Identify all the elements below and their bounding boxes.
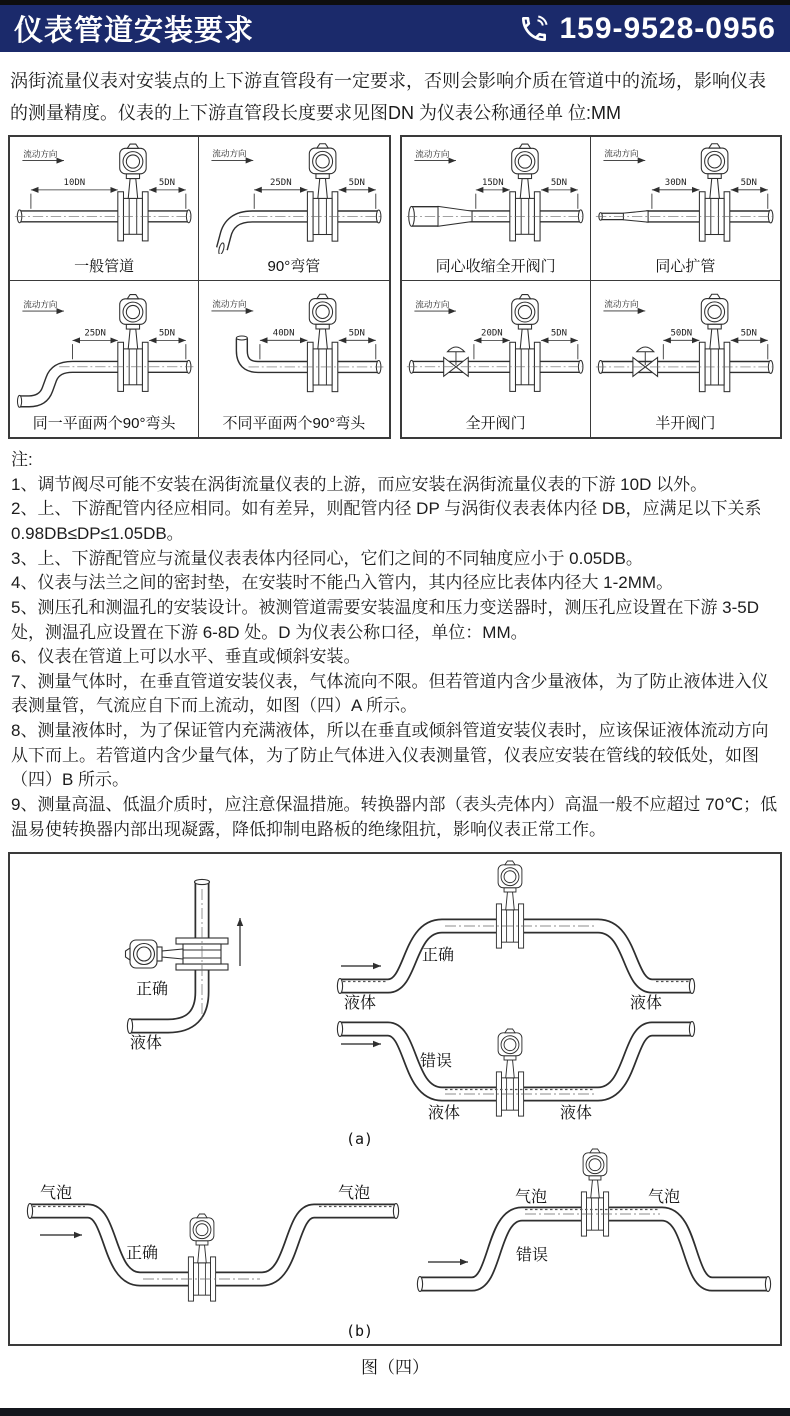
downstream-dim: 5DN bbox=[348, 328, 366, 339]
bubble-label: 气泡 bbox=[338, 1185, 371, 1203]
bubble-label: 气泡 bbox=[40, 1185, 73, 1203]
note-item-2: 2、上、下游配管内径应相同。如有差异，则配管内径 DP 与涡街仪表表体内径 DB，应满足以下关系 0.98DB≤DP≤1.05DB。 bbox=[11, 499, 762, 543]
flowmeter-icon bbox=[308, 144, 338, 241]
note-item-9: 9、测量高温、低温介质时，应注意保温措施。转换器内部（表头壳体内）高温一般不应超过 70℃；低温易使转换器内部出现凝露，降低抑制电路板的绝缘阻抗，影响仪表正常工作。 bbox=[11, 795, 778, 839]
correct-label: 正确 bbox=[136, 981, 169, 999]
arch-correct-diagram bbox=[337, 861, 694, 1012]
phone-block bbox=[518, 12, 776, 46]
sub-figure-a-label: (a) bbox=[346, 1130, 374, 1149]
wrong-label: 错误 bbox=[516, 1247, 549, 1265]
downstream-dim: 5DN bbox=[740, 328, 757, 339]
diagram-caption: 不同平面两个90°弯头 bbox=[222, 415, 366, 433]
intro-paragraph: 涡街流量仪表对安装点的上下游直管段有一定要求，否则会影响介质在管道中的流场，影响仪表的测量精度。仪表的上下游直管段长度要求见图DN 为仪表公称通径单 位:MM bbox=[10, 71, 766, 124]
upstream-dim: 15DN bbox=[481, 178, 504, 189]
diagram-cell-two-elbows-diff-plane bbox=[199, 281, 388, 437]
expander-pipe-diagram bbox=[593, 139, 778, 254]
out-of-plane-pipe-diagram bbox=[201, 283, 386, 411]
flowmeter-icon bbox=[496, 861, 523, 948]
figure-caption: 图（四） bbox=[361, 1358, 429, 1378]
diagram-caption: 同一平面两个90°弯头 bbox=[32, 415, 176, 433]
flow-direction-label: 流动方向 bbox=[212, 148, 247, 159]
liquid-label: 液体 bbox=[428, 1105, 461, 1123]
straight-pipe-diagram bbox=[12, 139, 196, 254]
diagram-caption: 一般管道 bbox=[74, 258, 135, 276]
correct-label: 正确 bbox=[422, 947, 455, 965]
flowmeter-icon bbox=[496, 1029, 523, 1116]
phone-number: 159-9528-0956 bbox=[559, 11, 776, 45]
flow-direction-label: 流动方向 bbox=[604, 299, 639, 310]
note-item-8: 8、测量液体时，为了保证管内充满液体，所以在垂直或倾斜管道安装仪表时，应该保证液体流动方向 从下而上。若管道内含少量气体，为了防止气体进入仪表测量管，仪表应安装在管线的较低处，如图（四）B 所示。 bbox=[11, 721, 769, 790]
flowmeter-icon bbox=[188, 1214, 215, 1301]
liquid-label: 液体 bbox=[560, 1105, 593, 1123]
downstream-dim: 5DN bbox=[550, 178, 567, 189]
diagram-cell-two-elbows-same-plane bbox=[10, 281, 199, 437]
vertical-install-diagram bbox=[126, 880, 241, 1053]
liquid-label: 液体 bbox=[130, 1035, 163, 1053]
figure-four-drawing bbox=[10, 854, 780, 1344]
diagram-caption: 全开阀门 bbox=[465, 415, 526, 433]
upstream-dim: 50DN bbox=[670, 328, 692, 339]
correct-label: 正确 bbox=[126, 1245, 159, 1263]
diagram-caption: 同心扩管 bbox=[655, 258, 716, 276]
notes-heading: 注: bbox=[11, 450, 33, 470]
flowmeter-icon bbox=[699, 144, 729, 241]
notes-section bbox=[11, 448, 779, 842]
diagram-caption: 同心收缩全开阀门 bbox=[435, 258, 556, 276]
flow-direction-label: 流动方向 bbox=[604, 148, 639, 159]
downstream-dim: 5DN bbox=[740, 178, 757, 189]
open-valve-pipe-diagram bbox=[404, 283, 588, 411]
liquid-label: 液体 bbox=[630, 995, 663, 1013]
diagram-cell-expander bbox=[591, 137, 780, 281]
flowmeter-icon bbox=[118, 144, 148, 241]
note-item-5: 5、测压孔和测温孔的安装设计。被测管道需要安装温度和压力变送器时，测压孔应设置在下游 3-5D 处，测温孔应设置在下游 6-8D 处。D 为仪表公称口径，单位：MM。 bbox=[11, 597, 760, 642]
downstream-dim: 5DN bbox=[158, 328, 176, 339]
header bbox=[0, 5, 790, 52]
downstream-dim: 5DN bbox=[348, 178, 366, 189]
note-item-4: 4、仪表与法兰之间的密封垫，在安装时不能凸入管内，其内径应比表体内径大 1-2MM。 bbox=[11, 573, 674, 593]
diagram-cell-reducer bbox=[402, 137, 591, 281]
bubble-label: 气泡 bbox=[648, 1189, 681, 1207]
downstream-dim: 5DN bbox=[158, 178, 176, 189]
flowmeter-icon bbox=[509, 144, 539, 241]
upstream-dim: 30DN bbox=[664, 178, 687, 189]
s-bend-pipe-diagram bbox=[12, 283, 196, 411]
diagram-cell-valve-open bbox=[402, 281, 591, 437]
upstream-dim: 10DN bbox=[63, 178, 86, 189]
flowmeter-icon bbox=[699, 294, 729, 391]
diagram-table-left bbox=[8, 135, 391, 439]
reducer-pipe-diagram bbox=[404, 139, 588, 254]
diagram-table-right bbox=[400, 135, 783, 439]
downstream-dim: 5DN bbox=[550, 328, 567, 339]
diagram-cell-elbow bbox=[199, 137, 388, 281]
flow-direction-label: 流动方向 bbox=[414, 299, 449, 310]
wrong-label: 错误 bbox=[420, 1053, 453, 1071]
page-title: 仪表管道安装要求 bbox=[14, 15, 255, 47]
upstream-dim: 25DN bbox=[270, 178, 292, 189]
flow-direction-label: 流动方向 bbox=[212, 299, 247, 310]
phone-icon bbox=[518, 13, 550, 45]
upstream-dim: 40DN bbox=[273, 328, 295, 339]
installation-diagram-grid bbox=[8, 135, 782, 439]
sub-figure-b-label: (b) bbox=[346, 1322, 374, 1341]
sag-correct-diagram bbox=[27, 1184, 398, 1301]
arch-wrong-diagram bbox=[417, 1149, 770, 1292]
figure-four-box bbox=[8, 852, 782, 1346]
flowmeter-icon bbox=[509, 295, 539, 392]
flow-direction-label: 流动方向 bbox=[23, 299, 58, 310]
diagram-cell-straight bbox=[10, 137, 199, 281]
sag-wrong-diagram bbox=[337, 1022, 694, 1123]
note-item-7: 7、测量气体时，在垂直管道安装仪表，气体流向不限。但若管道内含少量液体，为了防止液体进入仪 表测量管，气流应自下而上流动，如图（四）A 所示。 bbox=[11, 671, 769, 716]
diagram-cell-valve-half bbox=[591, 281, 780, 437]
liquid-label: 液体 bbox=[344, 995, 377, 1013]
flow-direction-label: 流动方向 bbox=[23, 148, 58, 159]
flowmeter-icon bbox=[581, 1149, 608, 1236]
note-item-6: 6、仪表在管道上可以水平、垂直或倾斜安装。 bbox=[11, 647, 361, 667]
diagram-caption: 半开阀门 bbox=[655, 415, 716, 433]
bottom-bar bbox=[0, 1408, 790, 1416]
note-item-1: 1、调节阀尽可能不安装在涡街流量仪表的上游，而应安装在涡街流量仪表的下游 10D 以外。 bbox=[11, 474, 708, 494]
upstream-dim: 20DN bbox=[480, 328, 503, 339]
half-open-valve-pipe-diagram bbox=[593, 283, 778, 411]
elbow-pipe-diagram bbox=[201, 139, 386, 254]
flowmeter-icon bbox=[118, 295, 148, 392]
flow-direction-label: 流动方向 bbox=[414, 148, 449, 159]
diagram-caption: 90°弯管 bbox=[267, 258, 321, 276]
flowmeter-icon bbox=[126, 938, 229, 970]
flowmeter-icon bbox=[308, 294, 338, 391]
upstream-dim: 25DN bbox=[84, 328, 106, 339]
note-item-3: 3、上、下游配管应与流量仪表表体内径同心，它们之间的不同轴度应小于 0.05DB。 bbox=[11, 548, 643, 568]
bubble-label: 气泡 bbox=[515, 1189, 548, 1207]
